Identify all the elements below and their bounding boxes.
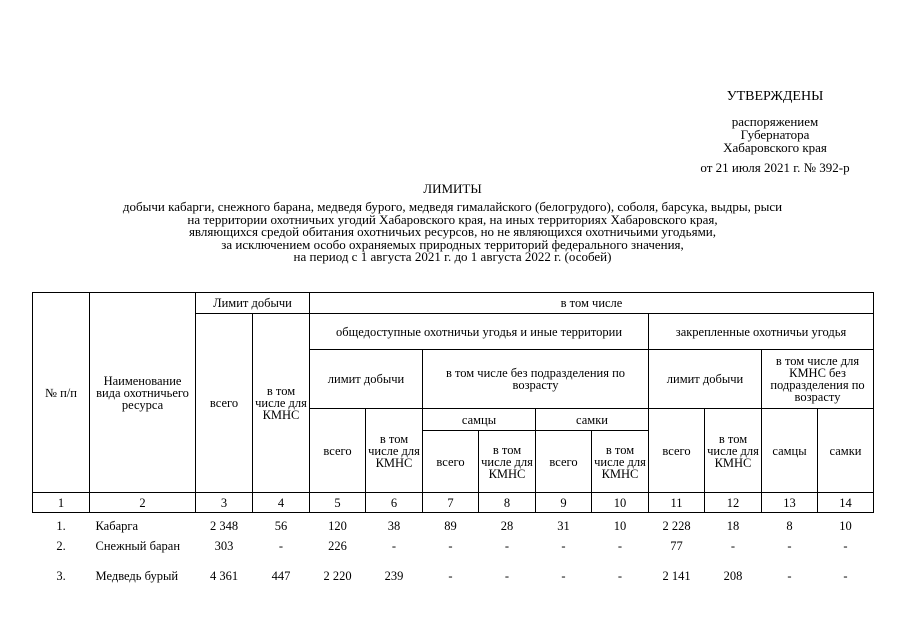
header-including: в том числе: [310, 293, 874, 314]
header-kmns: в том числе для КМНС: [366, 409, 423, 493]
approval-date: от 21 июля 2021 г. № 392-р: [700, 160, 850, 175]
cell-value: 10: [613, 519, 627, 533]
cell-value: 303: [214, 539, 234, 553]
cell-value: 18: [726, 519, 740, 533]
cell-value: -: [787, 539, 792, 553]
cell-value: 2 220: [323, 569, 352, 583]
cell-value: -: [843, 539, 848, 553]
document-title: ЛИМИТЫ: [423, 181, 482, 196]
row-number: 1.: [56, 519, 66, 533]
resource-name: Медведь бурый: [95, 569, 179, 583]
cell-value: 120: [328, 519, 347, 533]
resource-name: Кабарга: [95, 519, 139, 533]
header-males: самцы: [423, 409, 536, 431]
approval-line: распоряжением: [731, 114, 819, 129]
column-number: 6: [366, 493, 423, 513]
subtitle-line: на территории охотничьих угодий Хабаровского края, на иных территориях Хабаровского края,: [187, 211, 718, 227]
cell-value: 239: [384, 569, 404, 583]
cell-value: -: [448, 539, 453, 553]
cell-value: 77: [670, 539, 683, 553]
header-number: № п/п: [33, 293, 90, 493]
header-kmns: в том числе для КМНС: [592, 431, 649, 493]
column-number: 3: [196, 493, 253, 513]
column-number: 1: [33, 493, 90, 513]
column-number: 5: [310, 493, 366, 513]
header-kmns: в том числе для КМНС: [253, 314, 310, 493]
column-number: 13: [762, 493, 818, 513]
cell-value: -: [561, 539, 566, 553]
approval-title: УТВЕРЖДЕНЫ: [726, 89, 824, 104]
table-row: [33, 540, 874, 570]
header-public-no-age: в том числе без подразделения по возрасту: [423, 350, 649, 409]
header-total: всего: [536, 431, 592, 493]
column-number-row: [33, 493, 874, 513]
column-number: 14: [818, 493, 874, 513]
subtitle-line: добычи кабарги, снежного барана, медведя бурого, медведя гималайского (белогрудого), соболя, барсука, выдры, рыси: [122, 199, 783, 214]
cell-value: -: [504, 569, 510, 583]
document-subtitle: [20, 201, 885, 264]
header-kmns: в том числе для КМНС: [479, 431, 536, 493]
column-number: 11: [649, 493, 705, 513]
approval-line: Губернатора: [740, 127, 810, 142]
table-row: [33, 570, 874, 600]
header-males: самцы: [762, 409, 818, 493]
cell-value: -: [787, 569, 792, 583]
header-total: всего: [649, 409, 705, 493]
header-public-grounds: общедоступные охотничьи угодья и иные территории: [310, 314, 649, 350]
row-number: 2.: [56, 539, 66, 553]
header-kmns: в том числе для КМНС: [705, 409, 762, 493]
cell-value: 2 348: [209, 519, 239, 533]
approval-block: [660, 90, 890, 174]
cell-value: -: [278, 539, 284, 553]
cell-value: -: [843, 569, 848, 583]
cell-value: -: [617, 539, 623, 553]
column-number: 4: [253, 493, 310, 513]
cell-value: 4 361: [209, 569, 239, 583]
header-total: всего: [196, 314, 253, 493]
header-assigned-grounds: закрепленные охотничьи угодья: [649, 314, 874, 350]
column-number: 8: [479, 493, 536, 513]
header-limit: Лимит добычи: [196, 293, 310, 314]
cell-value: 208: [723, 569, 743, 583]
cell-value: -: [391, 539, 397, 553]
header-assigned-limit: лимит добычи: [649, 350, 762, 409]
column-number: 9: [536, 493, 592, 513]
header-assigned-kmns-no-age: в том числе для КМНС без подразделения по возрасту: [762, 350, 874, 409]
cell-value: 10: [839, 519, 852, 533]
subtitle-line: являющихся средой обитания охотничьих ресурсов, но не являющихся охотничьими угодьями,: [188, 224, 717, 239]
header-resource-name: Наименование вида охотничьего ресурса: [90, 293, 196, 493]
cell-value: 28: [500, 519, 514, 533]
subtitle-line: на период с 1 августа 2021 г. до 1 августа 2022 г. (особей): [293, 249, 612, 264]
cell-value: -: [448, 569, 453, 583]
resource-name: Снежный баран: [95, 539, 181, 553]
subtitle-line: за исключением особо охраняемых природных территорий федерального значения,: [221, 236, 684, 252]
table-row: [33, 520, 874, 540]
row-number: 3.: [56, 569, 66, 583]
column-number: 2: [90, 493, 196, 513]
cell-value: 89: [444, 519, 457, 533]
header-females: самки: [536, 409, 649, 431]
limits-table: [32, 292, 874, 600]
header-total: всего: [423, 431, 479, 493]
column-number: 7: [423, 493, 479, 513]
cell-value: -: [730, 539, 736, 553]
cell-value: 2 141: [662, 569, 691, 583]
column-number: 10: [592, 493, 649, 513]
cell-value: 31: [557, 519, 570, 533]
column-number: 12: [705, 493, 762, 513]
header-females: самки: [818, 409, 874, 493]
cell-value: 447: [271, 569, 291, 583]
approval-line: Хабаровского края: [723, 140, 827, 155]
cell-value: -: [561, 569, 566, 583]
cell-value: 226: [328, 539, 347, 553]
cell-value: 56: [274, 519, 288, 533]
cell-value: -: [504, 539, 510, 553]
header-total: всего: [310, 409, 366, 493]
cell-value: 2 228: [662, 519, 691, 533]
cell-value: -: [617, 569, 623, 583]
header-public-limit: лимит добычи: [310, 350, 423, 409]
cell-value: 8: [786, 519, 793, 533]
cell-value: 38: [387, 519, 401, 533]
